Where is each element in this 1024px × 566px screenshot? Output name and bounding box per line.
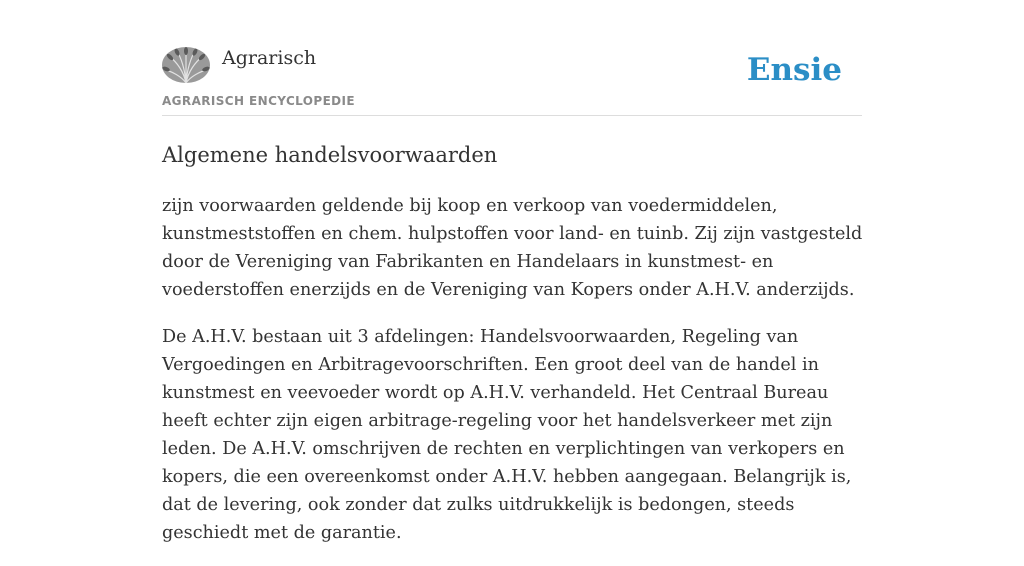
wheat-logo-icon[interactable] [162, 47, 210, 83]
header-divider [162, 115, 862, 116]
brand-logo[interactable]: Ensie [746, 52, 842, 88]
article-paragraph: De A.H.V. bestaan uit 3 afdelingen: Handelsvoorwaarden, Regeling van Vergoedingen en Arbitragevoorschriften. Een groot deel van de handel in kunstmest en veevoeder wordt op A.H.V. verhandeld. Het Centraal Bureau heeft echter zijn eigen arbitrage-regeling voor het handelsverkeer met zijn leden. De A.H.V. omschrijven de rechten en verplichtingen van verkopers en kopers, die een overeenkomst onder A.H.V. hebben aangegaan. Belangrijk is, dat de levering, ook zonder dat zulks uitdrukkelijk is bedongen, steeds geschiedt met de garantie. [162, 327, 852, 543]
site-header [162, 44, 862, 116]
article-paragraph: zijn voorwaarden geldende bij koop en verkoop van voedermiddelen, kunstmeststoffen en chem. hulpstoffen voor land- en tuinb. Zij zijn vastgesteld door de Vereniging van Fabrikanten en Handelaars in kunstmest- en voederstoffen enerzijds en de Vereniging van Kopers onder A.H.V. anderzijds. [162, 196, 863, 300]
site-name[interactable]: Agrarisch [222, 47, 317, 69]
site-subtitle[interactable]: AGRARISCH ENCYCLOPEDIE [162, 94, 355, 108]
article-body [162, 192, 867, 566]
article-title: Algemene handelsvoorwaarden [162, 143, 498, 167]
